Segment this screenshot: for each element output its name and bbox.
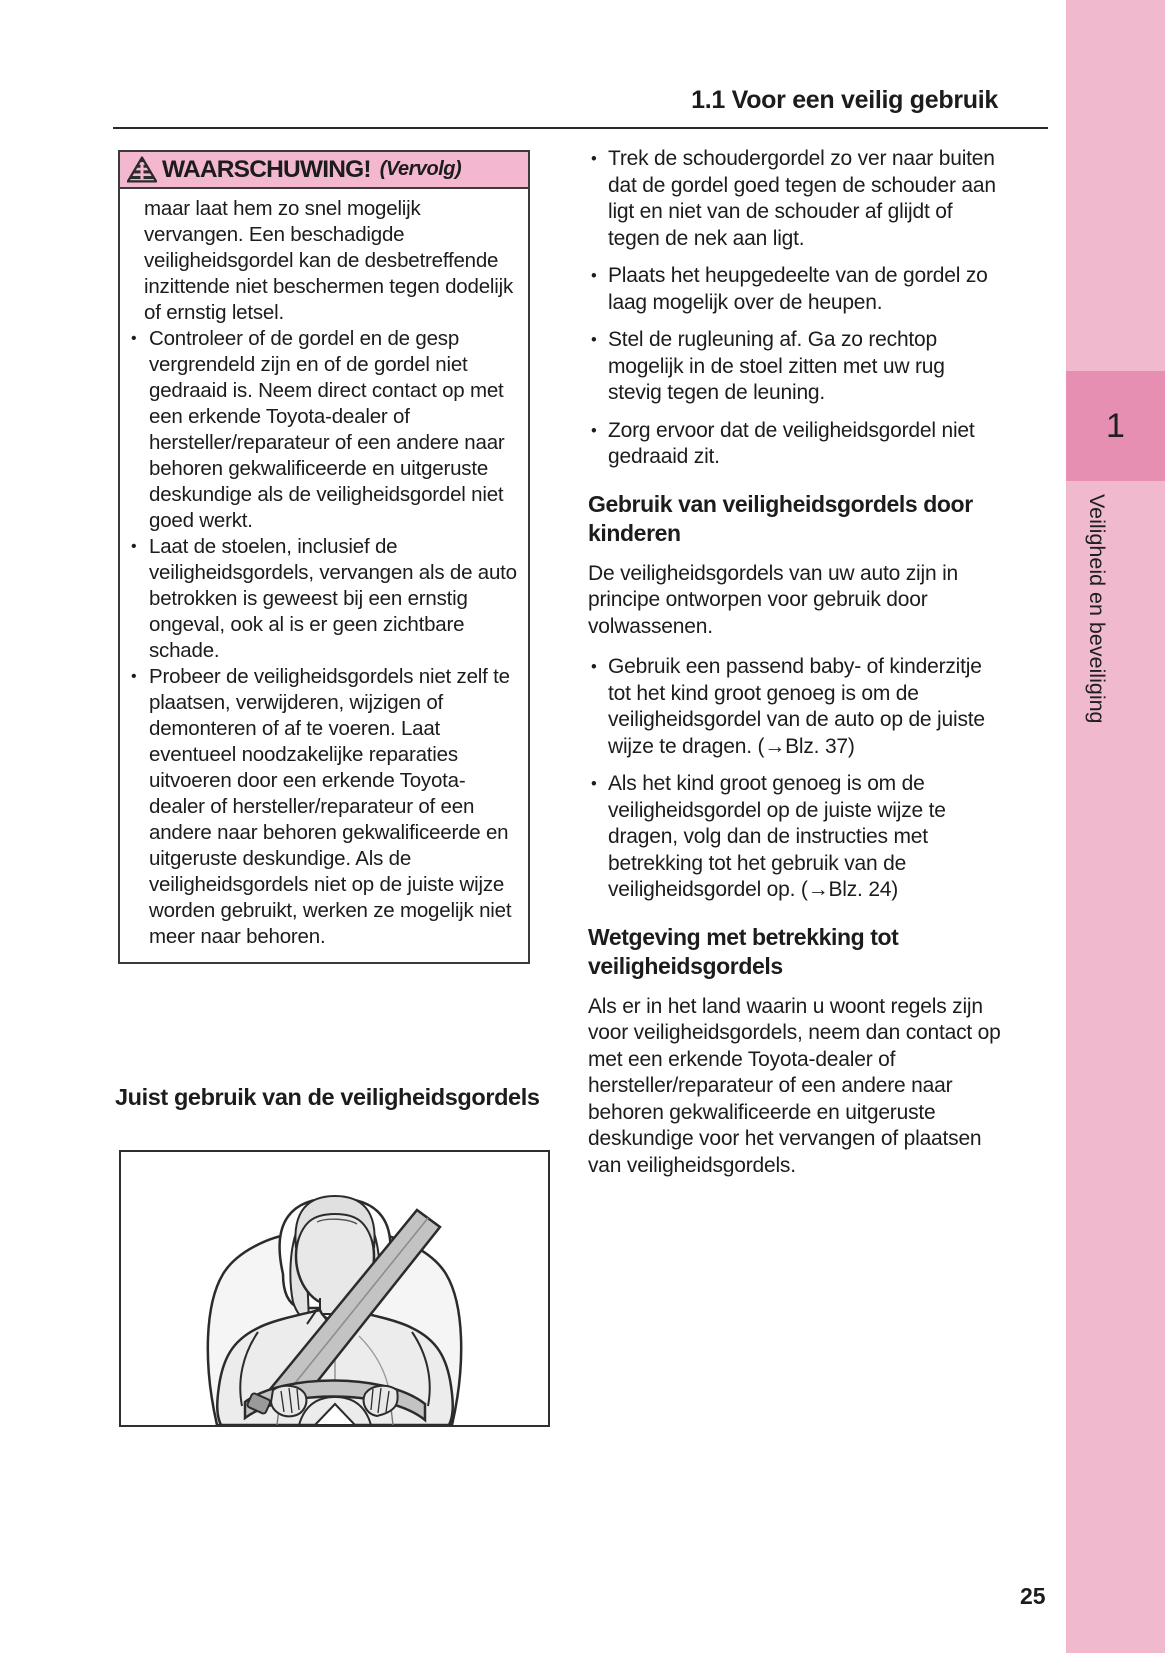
warning-intro-text: maar laat hem zo snel mogelijk vervangen. Een beschadigde veiligheidsgordel kan de desbetreffende inzittende niet beschermen tegen dodelijk of ernstig letsel. [144, 197, 514, 324]
instruction-bullet: • Zorg ervoor dat de veiligheidsgordel niet gedraaid zit. [588, 418, 1002, 471]
chapter-number-badge [1066, 371, 1165, 481]
warning-triangle-icon [127, 156, 157, 183]
page-number: 25 [1020, 1583, 1046, 1609]
section-heading-correct-use: Juist gebruik van de veiligheidsgordels [115, 1084, 540, 1110]
instruction-bullet: • Stel de rugleuning af. Ga zo rechtop mogelijk in de stoel zitten met uw rug stevig tegen de leuning. [588, 327, 1002, 407]
legislation-paragraph: Als er in het land waarin u woont regels zijn voor veiligheidsgordels, neem dan contact op met een erkende Toyota-dealer of hersteller/reparateur of een andere naar behoren gekwalificeerde en uitgeruste deskundige voor het vervangen of plaatsen van veiligheidsgordels. [588, 994, 1001, 1177]
warning-bullet: • Laat de stoelen, inclusief de veiligheidsgordels, vervangen als de auto betrokken is geweest bij een ernstig ongeval, ook al is er geen zichtbare schade. [127, 534, 520, 664]
page-title: 1.1 Voor een veilig gebruik [691, 86, 998, 114]
section-heading-legislation: Wetgeving met betrekking tot veiligheidsgordels [588, 923, 899, 979]
children-bullet: • Als het kind groot genoeg is om de veiligheidsgordel op de juiste wijze te dragen, volg dan de instructies met betrekking tot het gebruik van de veiligheidsgordel op. (→Blz. 24) [588, 771, 1002, 904]
warning-bullet-list [127, 326, 520, 950]
chapter-sidebar-strip [1066, 0, 1165, 1653]
warning-box [118, 150, 530, 964]
instruction-bullet: • Trek de schoudergordel zo ver naar buiten dat de gordel goed tegen de schouder aan ligt en niet van de schouder af glijdt of tegen de nek aan ligt. [588, 146, 1002, 252]
seatbelt-illustration [119, 1150, 550, 1427]
instruction-bullet-list [588, 146, 1002, 471]
warning-bullet: • Probeer de veiligheidsgordels niet zelf te plaatsen, verwijderen, wijzigen of demonteren of af te voeren. Laat eventueel noodzakelijke reparaties uitvoeren door een erkende Toyota-dealer of hersteller/reparateur of een andere naar behoren gekwalificeerde en uitgeruste deskundige. Als de veiligheidsgordels niet op de juiste wijze worden gebruikt, werken ze mogelijk niet meer naar behoren. [127, 664, 520, 950]
children-section-paragraph: De veiligheidsgordels van uw auto zijn in principe ontworpen voor gebruik door volwassenen. [588, 561, 959, 638]
chapter-number: 1 [1106, 406, 1125, 445]
right-column [588, 146, 1002, 1193]
header-divider [113, 127, 1048, 129]
warning-box-body [120, 189, 528, 962]
children-bullet-list [588, 654, 1002, 904]
warning-bullet: • Controleer of de gordel en de gesp vergrendeld zijn en of de gordel niet gedraaid is. Neem direct contact op met een erkende Toyota-dealer of hersteller/reparateur of een andere naar behoren gekwalificeerde en uitgeruste deskundige als de veiligheidsgordel niet goed werkt. [127, 326, 520, 534]
children-bullet: • Gebruik een passend baby- of kinderzitje tot het kind groot genoeg is om de veiligheidsgordel van de auto op de juiste wijze te dragen. (→Blz. 37) [588, 654, 1002, 760]
warning-subtitle: (Vervolg) [379, 158, 462, 180]
warning-title: WAARSCHUWING! [162, 155, 371, 183]
warning-box-header [120, 152, 528, 189]
section-heading-children: Gebruik van veiligheidsgordels door kinderen [588, 490, 973, 546]
instruction-bullet: • Plaats het heupgedeelte van de gordel zo laag mogelijk over de heupen. [588, 263, 1002, 316]
chapter-title-vertical: Veiligheid en beveiliging [1085, 494, 1109, 724]
